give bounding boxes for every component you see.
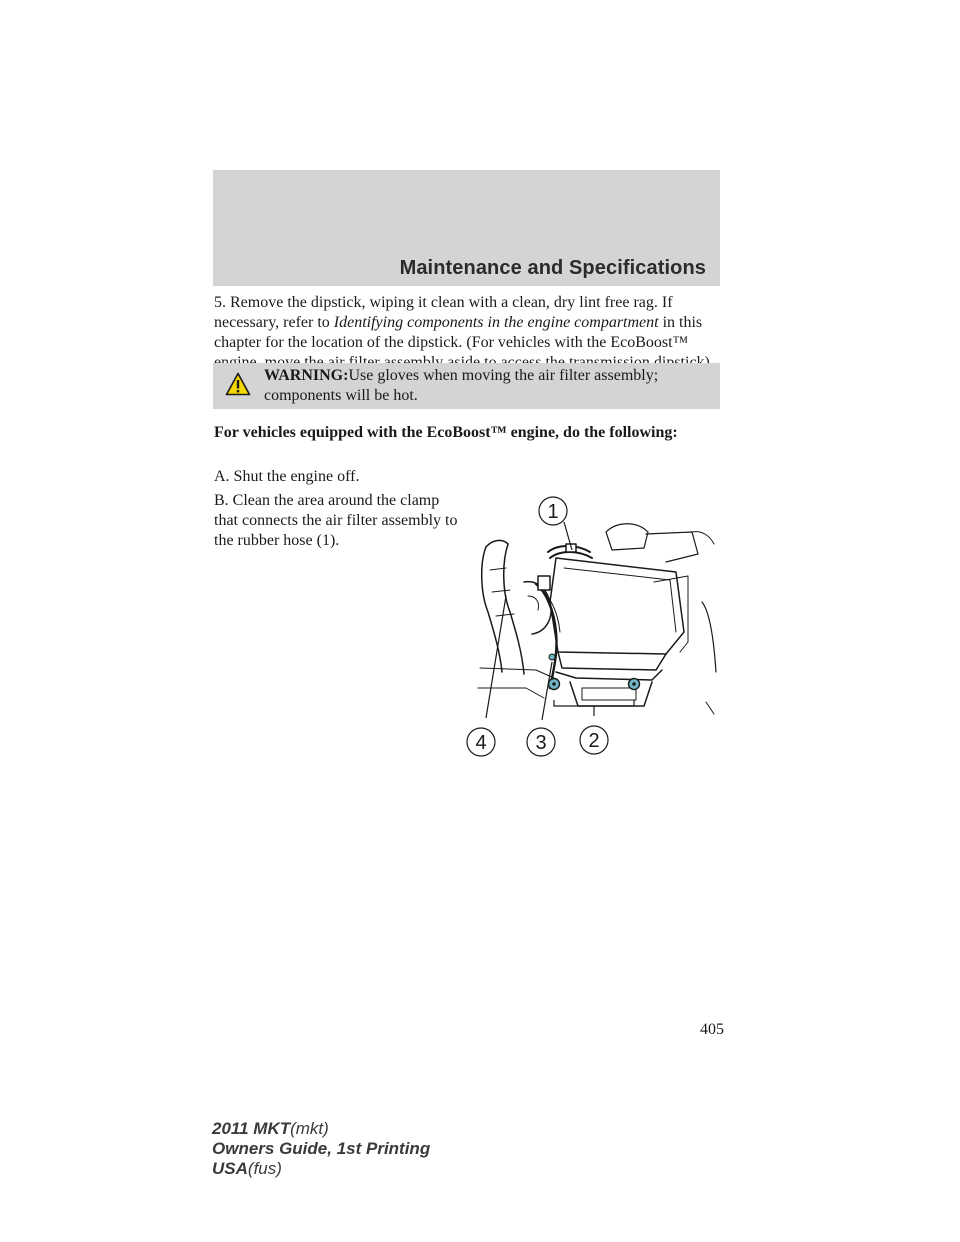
step-5-text-before: 5. Remove the dipstick, wiping it clean with a clean, dry lint free rag. If necessary, refer to — [214, 294, 673, 331]
warning-triangle-icon — [225, 372, 251, 396]
page-number: 405 — [700, 1021, 724, 1038]
footer-region-line — [212, 1159, 430, 1179]
step-5-text-after: in this chapter for the location of the dipstick. (For vehicles with the EcoBoost™ — [214, 314, 703, 351]
warning-label: WARNING: — [264, 367, 349, 384]
fasteners — [549, 654, 640, 690]
step-b: B. Clean the area around the clamp that connects the air filter assembly to the rubber hose (1). — [214, 492, 458, 549]
footer-guide-line — [212, 1139, 430, 1159]
document-footer — [212, 1119, 430, 1179]
cross-reference: Identifying components in the engine compartment — [333, 314, 659, 331]
ecoboost-subheading: For vehicles equipped with the EcoBoost™ engine, do the following: — [214, 424, 678, 441]
footer-model: 2011 MKT — [212, 1119, 291, 1138]
footer-guide: Owners Guide, 1st Printing — [212, 1139, 431, 1158]
callout-2: 2 — [588, 730, 600, 752]
step-5-paragraph — [214, 293, 724, 373]
section-title: Maintenance and Specifications — [399, 257, 706, 279]
footer-model-code: (mkt) — [290, 1119, 329, 1138]
warning-message: Use gloves when moving the air filter assembly; components will be hot. — [264, 367, 659, 404]
warning-text-block — [264, 366, 704, 406]
callout-1: 1 — [547, 501, 559, 523]
footer-region: USA — [212, 1159, 248, 1178]
footer-model-line — [212, 1119, 430, 1139]
section-header-band — [213, 170, 720, 286]
callout-3: 3 — [535, 732, 547, 754]
step-a: A. Shut the engine off. — [214, 468, 360, 485]
warning-box — [213, 363, 720, 409]
footer-region-code: (fus) — [247, 1159, 282, 1178]
callout-4: 4 — [475, 732, 487, 754]
air-filter-clamp-illustration — [466, 492, 722, 764]
